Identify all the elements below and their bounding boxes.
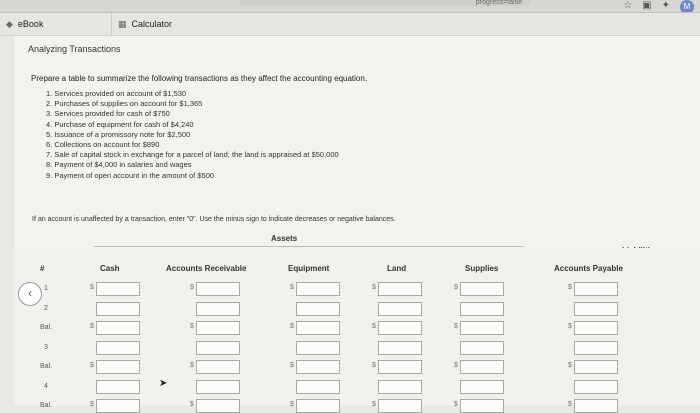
column-header-number: #: [40, 264, 45, 273]
assets-divider: [94, 246, 524, 247]
list-item: 7. Sale of capital stock in exchange for a parcel of land; the land is appraised at $50,000: [46, 150, 339, 160]
amount-input[interactable]: [378, 360, 422, 374]
browser-icons: [623, 0, 694, 12]
list-item: 8. Payment of $4,000 in salaries and wages: [46, 160, 192, 170]
book-icon: ◆: [6, 18, 13, 29]
column-header-accounts-receivable: Accounts Receivable: [166, 264, 247, 273]
amount-input[interactable]: [460, 282, 504, 296]
amount-input[interactable]: [378, 282, 422, 296]
mouse-cursor-icon: ➤: [159, 378, 168, 389]
transaction-table: [14, 248, 700, 409]
amount-input[interactable]: [378, 302, 422, 316]
amount-input[interactable]: [196, 360, 240, 374]
column-header-cash: Cash: [100, 264, 120, 273]
column-header-supplies: Supplies: [465, 264, 499, 273]
list-item: 6. Collections on account for $890: [46, 140, 160, 150]
currency-symbol: $: [190, 323, 194, 330]
calculator-icon: ▦: [118, 18, 127, 29]
transaction-list: [46, 89, 339, 181]
star-icon[interactable]: ☆: [623, 0, 633, 11]
currency-symbol: $: [568, 401, 572, 408]
currency-symbol: $: [290, 284, 294, 291]
amount-input[interactable]: [96, 380, 140, 394]
main-content: [14, 36, 700, 409]
amount-input[interactable]: [378, 380, 422, 394]
column-header-equipment: Equipment: [288, 264, 330, 273]
currency-symbol: $: [454, 284, 458, 291]
currency-symbol: $: [454, 401, 458, 408]
tab-calculator[interactable]: [112, 13, 182, 35]
currency-symbol: $: [90, 362, 94, 369]
row-label: 3: [44, 343, 48, 351]
profile-avatar[interactable]: M: [680, 0, 694, 13]
amount-input[interactable]: [574, 399, 618, 413]
amount-input[interactable]: [460, 321, 504, 335]
amount-input[interactable]: [96, 282, 140, 296]
amount-input[interactable]: [196, 399, 240, 413]
currency-symbol: $: [190, 401, 194, 408]
tab-calculator-label: Calculator: [131, 19, 173, 29]
currency-symbol: $: [290, 323, 294, 330]
row-label: 2: [44, 304, 48, 312]
address-bar[interactable]: progress=false: [240, 0, 530, 6]
list-item: 3. Services provided for cash of $750: [46, 109, 170, 119]
currency-symbol: $: [568, 362, 572, 369]
amount-input[interactable]: [296, 380, 340, 394]
row-label: Bal.: [40, 402, 53, 409]
tab-ebook-label: eBook: [17, 19, 44, 29]
amount-input[interactable]: [296, 321, 340, 335]
amount-input[interactable]: [296, 360, 340, 374]
currency-symbol: $: [90, 323, 94, 330]
entry-note: If an account is unaffected by a transaction, enter "0". Use the minus sign to indicate decreases or negative balances.: [32, 216, 396, 223]
currency-symbol: $: [290, 362, 294, 369]
currency-symbol: $: [290, 401, 294, 408]
amount-input[interactable]: [378, 399, 422, 413]
currency-symbol: $: [190, 284, 194, 291]
amount-input[interactable]: [296, 341, 340, 355]
amount-input[interactable]: [296, 282, 340, 296]
row-label: 4: [44, 382, 48, 390]
browser-toolbar: [0, 0, 700, 13]
amount-input[interactable]: [574, 360, 618, 374]
row-label: 1: [44, 285, 48, 292]
currency-symbol: $: [190, 362, 194, 369]
amount-input[interactable]: [196, 380, 240, 394]
amount-input[interactable]: [378, 341, 422, 355]
row-label: Bal.: [40, 363, 53, 370]
row-label: Bal.: [40, 324, 53, 331]
amount-input[interactable]: [460, 399, 504, 413]
amount-input[interactable]: [96, 399, 140, 413]
amount-input[interactable]: [574, 380, 618, 394]
currency-symbol: $: [372, 323, 376, 330]
amount-input[interactable]: [460, 302, 504, 316]
instructions: Prepare a table to summarize the following transactions as they affect the accounting equation.: [31, 74, 368, 83]
currency-symbol: $: [372, 284, 376, 291]
tool-tabs: [0, 13, 700, 36]
amount-input[interactable]: [574, 321, 618, 335]
amount-input[interactable]: [574, 302, 618, 316]
list-item: 5. Issuance of a promissory note for $2,500: [46, 129, 191, 139]
bolt-icon[interactable]: ✦: [661, 0, 670, 11]
amount-input[interactable]: [196, 302, 240, 316]
tab-ebook[interactable]: [0, 13, 112, 35]
column-header-accounts-payable: Accounts Payable: [554, 264, 623, 273]
currency-symbol: $: [90, 401, 94, 408]
currency-symbol: $: [454, 362, 458, 369]
list-item: 2. Purchases of supplies on account for $1,365: [46, 99, 203, 109]
amount-input[interactable]: [96, 360, 140, 374]
list-item: 9. Payment of open account in the amount of $500: [46, 170, 215, 180]
currency-symbol: $: [568, 323, 572, 330]
amount-input[interactable]: [296, 302, 340, 316]
amount-input[interactable]: [96, 321, 140, 335]
amount-input[interactable]: [574, 341, 618, 355]
currency-symbol: $: [454, 323, 458, 330]
column-header-land: Land: [387, 264, 407, 273]
amount-input[interactable]: [574, 282, 618, 296]
currency-symbol: $: [568, 284, 572, 291]
assets-heading: Assets: [271, 234, 298, 243]
amount-input[interactable]: [196, 282, 240, 296]
amount-input[interactable]: [460, 341, 504, 355]
currency-symbol: $: [372, 362, 376, 369]
amount-input[interactable]: [96, 341, 140, 355]
amount-input[interactable]: [296, 399, 340, 413]
currency-symbol: $: [372, 401, 376, 408]
amount-input[interactable]: [460, 360, 504, 374]
currency-symbol: $: [90, 284, 94, 291]
amount-input[interactable]: [96, 302, 140, 316]
back-arrow-button[interactable]: ‹: [18, 282, 42, 306]
page-title: Analyzing Transactions: [28, 44, 121, 54]
list-item: 1. Services provided on account of $1,530: [46, 89, 187, 98]
amount-input[interactable]: [378, 321, 422, 335]
amount-input[interactable]: [196, 341, 240, 355]
list-item: 4. Purchase of equipment for cash of $4,240: [46, 119, 194, 129]
amount-input[interactable]: [196, 321, 240, 335]
amount-input[interactable]: [460, 380, 504, 394]
extension-icon[interactable]: ▣: [642, 0, 652, 11]
